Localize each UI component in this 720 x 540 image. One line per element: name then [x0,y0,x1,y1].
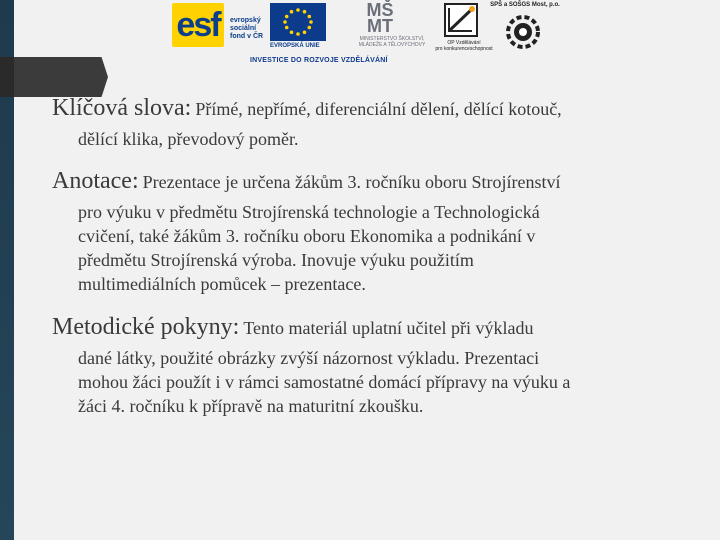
slide-content [52,92,702,418]
esf-text-line: fond v ČR [230,33,264,40]
annotation-label: Anotace: [52,168,139,194]
keywords-text: Přímé, nepřímé, diferenciální dělení, dělící kotouč, [195,99,562,119]
op-text-line: pro konkurenceschopnost [435,46,493,52]
eu-text: EVROPSKÁ UNIE [270,43,320,49]
msmt-text-line: MINISTERSTVO ŠKOLSTVÍ, [359,36,425,42]
msmt-text-line: MLÁDEŽE A TĚLOVÝCHOVY [358,42,426,48]
msmt-text [352,36,432,48]
annotation-line: multimediálních pomůcek – prezentace. [78,274,366,294]
methodology-text: Tento materiál uplatní učitel při výkladu [243,318,534,338]
methodology-line: dané látky, použité obrázky zvýší názornost výkladu. Prezentaci [78,348,540,368]
annotation-paragraph [52,165,702,296]
esf-text-line: sociální [230,25,257,32]
msmt-mark: MŠ MT [366,0,394,36]
annotation-line: předmětu Strojírenská výroba. Inovuje výuku použitím [78,250,474,270]
invest-caption: INVESTICE DO ROZVOJE VZDĚLÁVÁNÍ [250,57,388,64]
keywords-paragraph [52,92,702,151]
methodology-line: mohou žáci použít i v rámci samostatné domácí přípravy na výuku a [78,372,571,392]
op-vk-logo [434,3,494,52]
methodology-line: žáci 4. ročníku k přípravě na maturitní zkoušku. [78,396,424,416]
eu-logo [270,3,326,49]
annotation-line: cvičení, také žákům 3. ročníku oboru Ekonomika a podnikání v [78,226,536,246]
op-vk-text [434,40,494,52]
slide-tab-marker [0,57,108,97]
annotation-text: Prezentace je určena žákům 3. ročníku oboru Strojírenství [142,172,561,192]
methodology-paragraph [52,311,702,418]
keywords-continuation: dělící klika, převodový poměr. [78,129,299,149]
annotation-line: pro výuku v předmětu Strojírenská technologie a Technologická [78,202,540,222]
op-vk-icon [444,3,478,37]
msmt-logo [352,2,432,48]
school-logo [490,2,560,57]
slide-tab-edge [0,57,14,97]
esf-mark: esf [172,3,224,47]
op-text-line: OP Vzdělávání [447,40,481,46]
logo-banner [170,0,560,68]
methodology-label: Metodické pokyny: [52,314,240,340]
esf-text-line: evropský [230,17,261,24]
keywords-label: Klíčová slova: [52,95,192,121]
eu-flag-icon [270,3,326,41]
school-name: SPŠ a SOŠGS Most, p.o. [490,2,560,8]
gear-icon [498,10,560,57]
